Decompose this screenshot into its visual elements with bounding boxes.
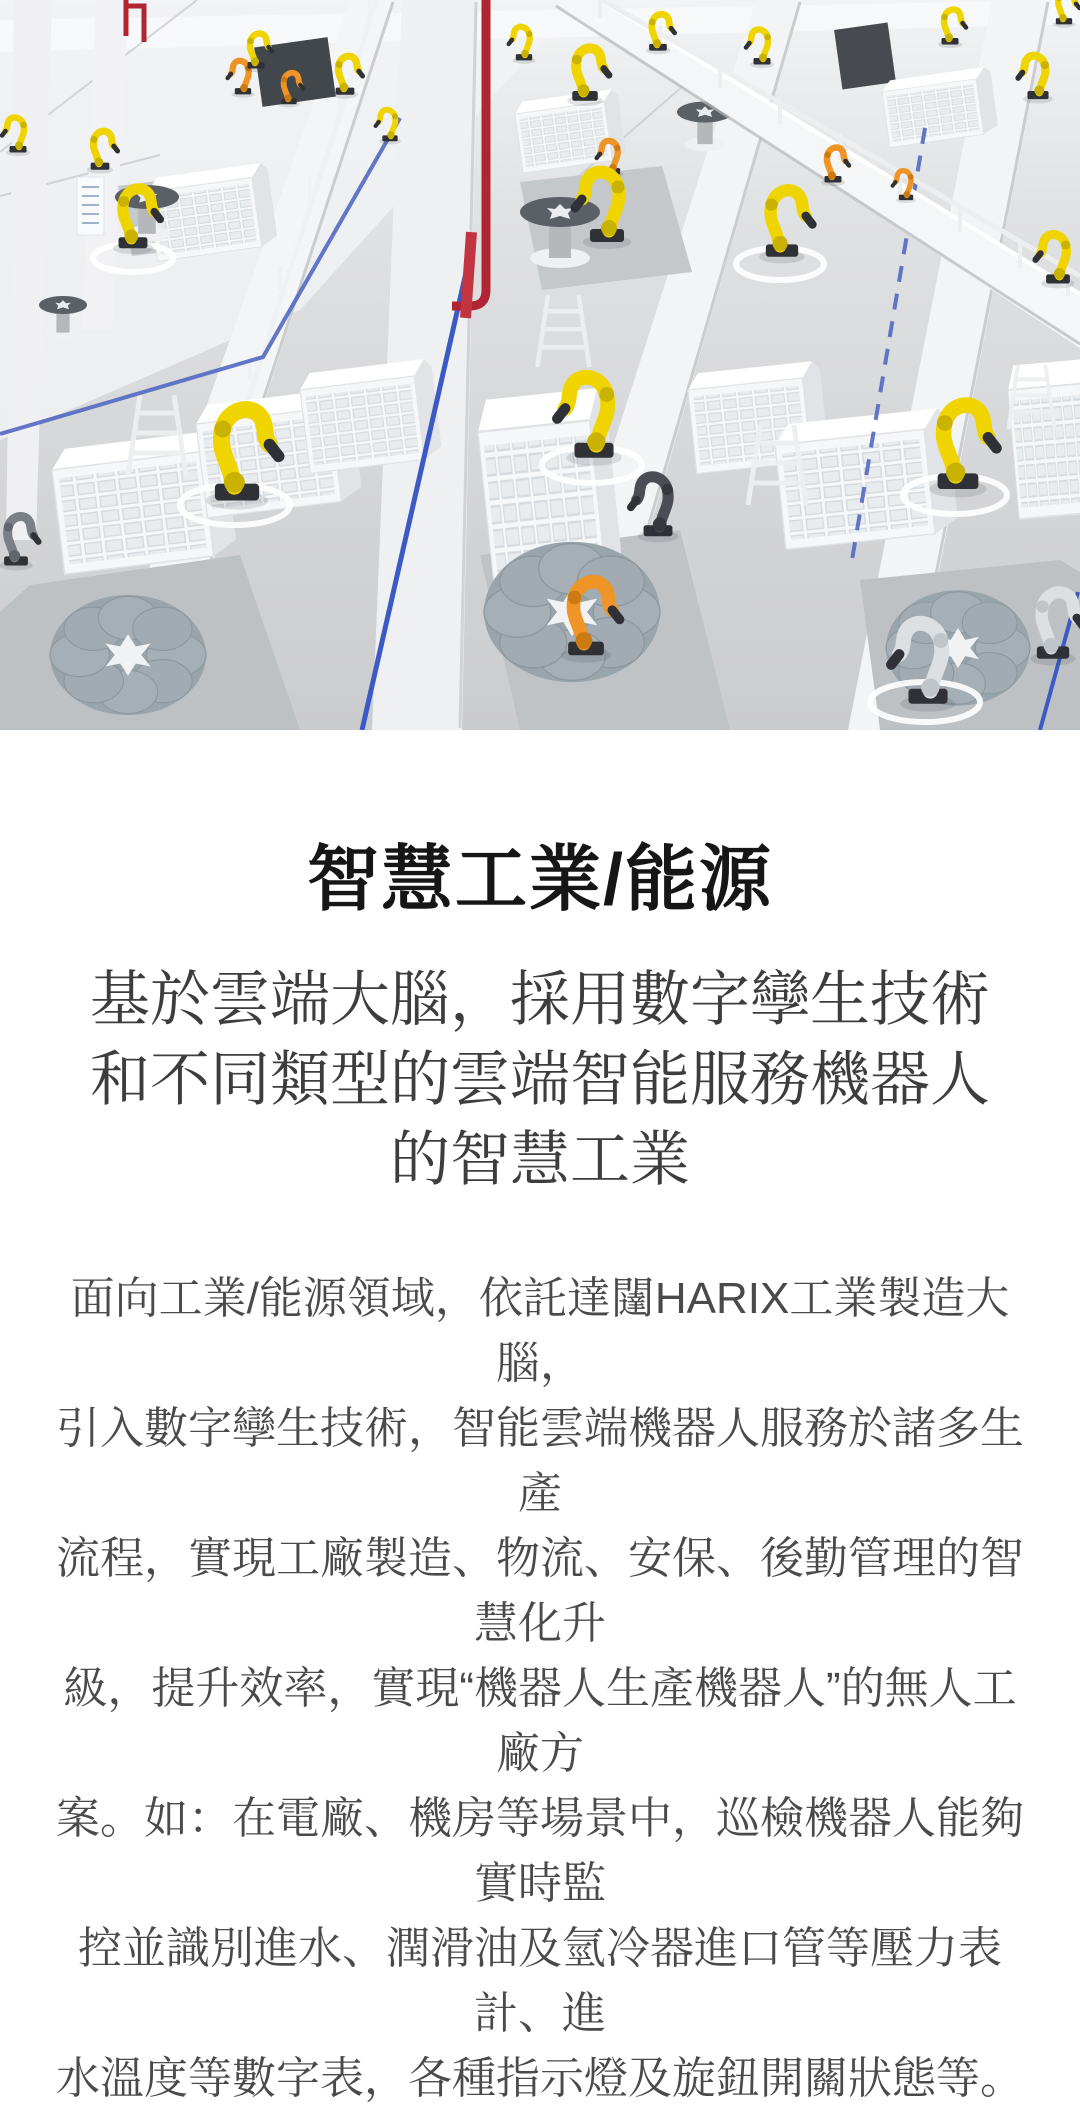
body-line: 引入數字孿生技術，智能雲端機器人服務於諸多生產 — [56, 1404, 1024, 1518]
body-paragraph — [45, 1266, 1035, 2111]
page-title: 智慧工業/能源 — [306, 840, 773, 920]
body-line: 面向工業/能源領域，依託達闥HARIX工業製造大腦， — [70, 1274, 1010, 1388]
smart-factory-scene — [0, 0, 1080, 730]
body-line: 控並識別進水、潤滑油及氫冷器進口管等壓力表計、進 — [78, 1924, 1002, 2038]
subtitle-line: 基於雲端大腦，採用數字孿生技術 — [90, 966, 990, 1033]
body-line: 案。如：在電廠、機房等場景中，巡檢機器人能夠實時監 — [56, 1794, 1024, 1908]
page-subtitle — [30, 960, 1050, 1200]
subtitle-line: 的智慧工業 — [390, 1126, 690, 1193]
subtitle-line: 和不同類型的雲端智能服務機器人 — [90, 1046, 990, 1113]
body-line: 流程，實現工廠製造、物流、安保、後勤管理的智慧化升 — [56, 1534, 1024, 1648]
body-line: 級，提升效率，實現“機器人生產機器人”的無人工廠方 — [63, 1664, 1017, 1778]
factory-video-frame — [0, 0, 1080, 730]
body-line: 水溫度等數字表，各種指示燈及旋鈕開關狀態等。 — [56, 2054, 1024, 2103]
